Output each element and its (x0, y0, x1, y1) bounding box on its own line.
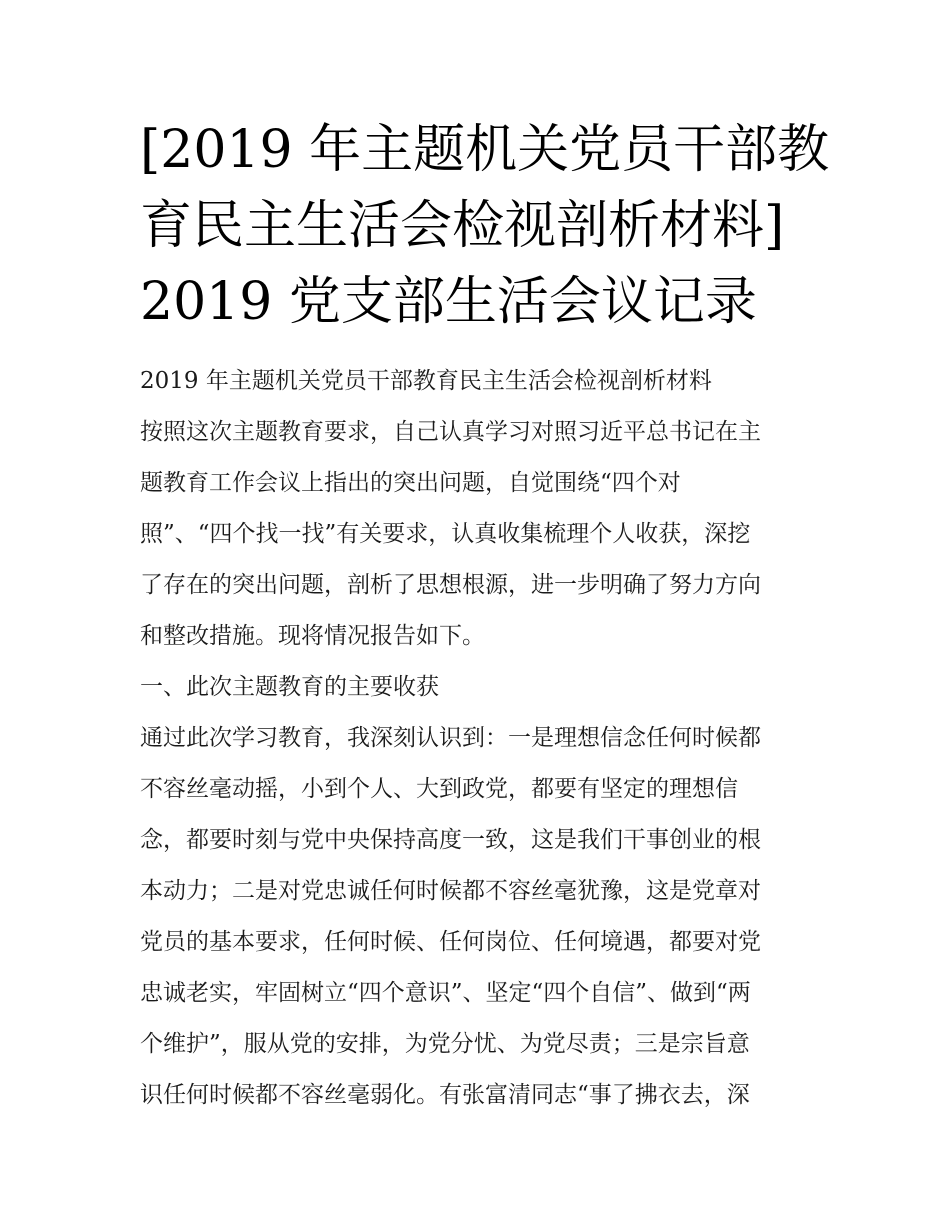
section-heading: 一、此次主题教育的主要收获 (140, 674, 439, 700)
body-line: 党员的基本要求，任何时候、任何岗位、任何境遇，都要对党 (140, 929, 761, 955)
body-line: 识任何时候都不容丝毫弱化。有张富清同志“事了拂衣去，深 (140, 1082, 750, 1108)
body-line: 个维护”，服从党的安排，为党分忧、为党尽责；三是宗旨意 (140, 1031, 750, 1057)
body-line: 了存在的突出问题，剖析了思想根源，进一步明确了努力方向 (140, 572, 761, 598)
body-line: 忠诚老实，牢固树立“四个意识”、坚定“四个自信”、做到“两 (140, 980, 751, 1006)
body-line: 不容丝毫动摇，小到个人、大到政党，都要有坚定的理想信 (140, 776, 738, 802)
body-line: 通过此次学习教育，我深刻认识到：一是理想信念任何时候都 (140, 725, 761, 751)
title-line-2: 育民主生活会检视剖析材料] (140, 196, 785, 256)
document-body (140, 356, 830, 1121)
title-line-1: [2019 年主题机关党员干部教 (140, 120, 830, 180)
title-line-3: 2019 党支部生活会议记录 (140, 272, 757, 332)
body-line: 念，都要时刻与党中央保持高度一致，这是我们干事创业的根 (140, 827, 761, 853)
document-title (140, 112, 830, 340)
body-subtitle: 2019 年主题机关党员干部教育民主生活会检视剖析材料 (140, 368, 712, 394)
body-line: 和整改措施。现将情况报告如下。 (140, 623, 485, 649)
body-line: 照”、“四个找一找”有关要求，认真收集梳理个人收获，深挖 (140, 521, 751, 547)
body-line: 本动力；二是对党忠诚任何时候都不容丝毫犹豫，这是党章对 (140, 878, 761, 904)
body-line: 题教育工作会议上指出的突出问题，自觉围绕“四个对 (140, 470, 681, 496)
body-line: 按照这次主题教育要求，自己认真学习对照习近平总书记在主 (140, 419, 761, 445)
